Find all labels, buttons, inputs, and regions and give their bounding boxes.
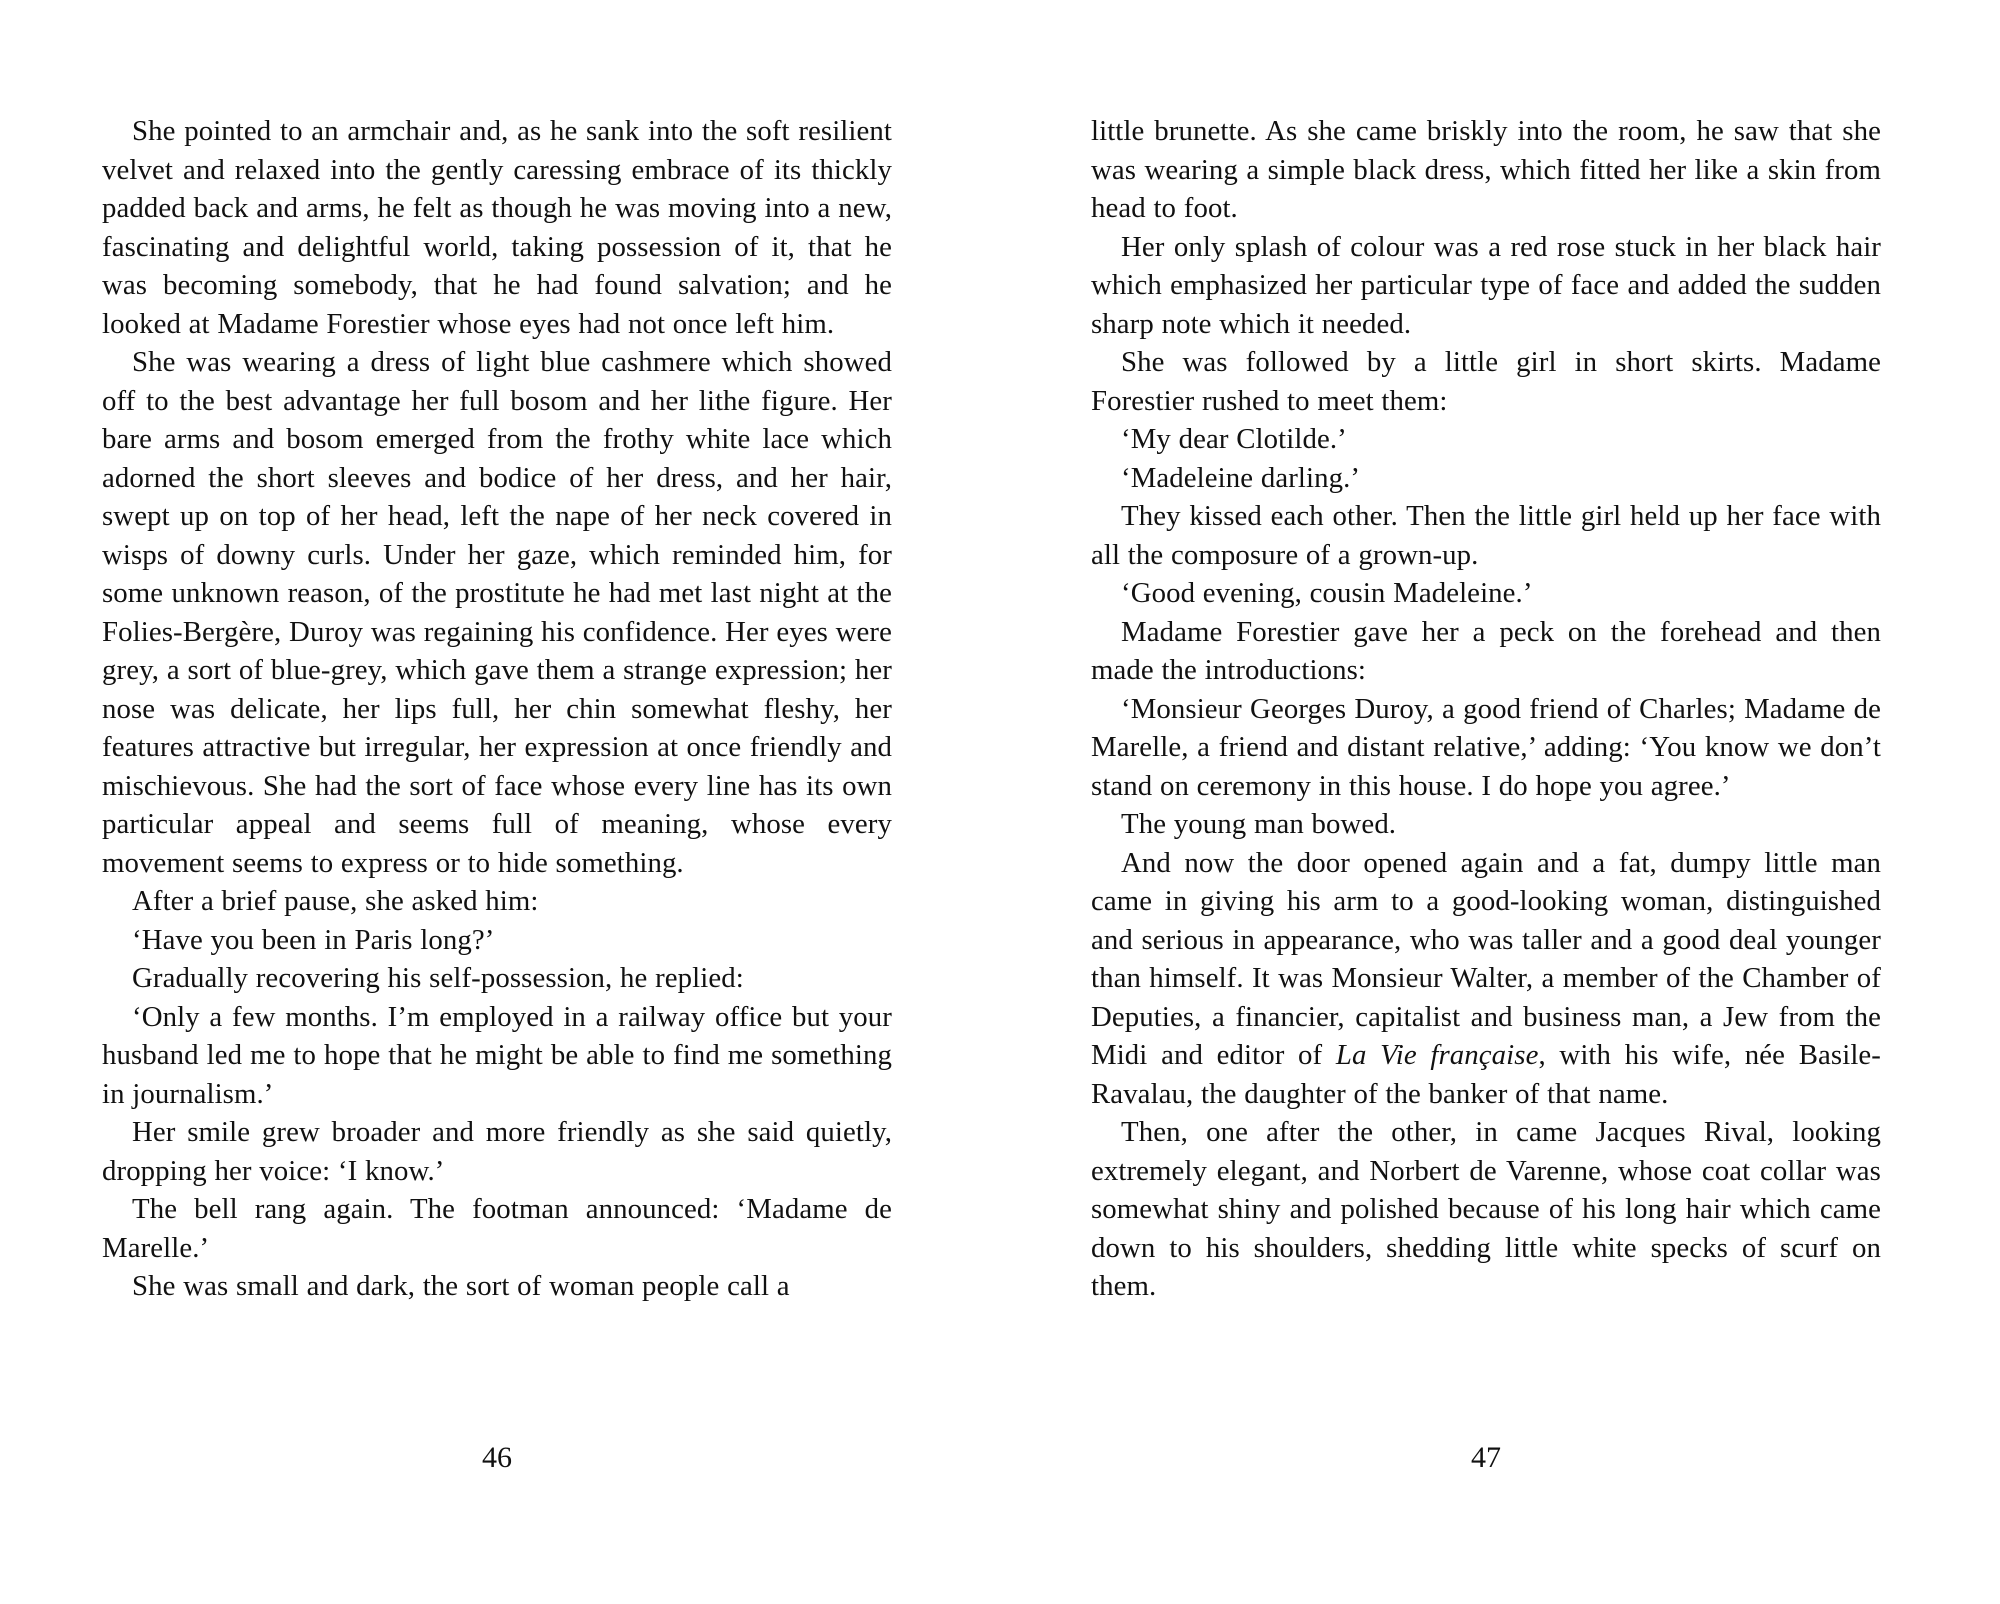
page-number-right: 47 <box>1471 1441 1501 1474</box>
paragraph: ‘Only a few months. I’m employed in a railway office but your husband led me to hope that he might be able to find me something in journalism.’ <box>102 1000 892 1110</box>
paragraph: Her smile grew broader and more friendly as she said quietly, dropping her voice: ‘I know.’ <box>102 1116 892 1187</box>
paragraph: ‘My dear Clotilde.’ <box>1121 423 1347 455</box>
text-run: , with his wife, née Basile-Ravalau, the daughter of the banker of that name. <box>1091 1039 1881 1110</box>
paragraph: ‘Good evening, cousin Madeleine.’ <box>1121 577 1533 609</box>
paragraph: They kissed each other. Then the little girl held up her face with all the composure of a grown-up. <box>1091 500 1881 571</box>
page-number-left: 46 <box>482 1441 512 1474</box>
paragraph: ‘Have you been in Paris long?’ <box>132 923 495 956</box>
paragraph: Madame Forestier gave her a peck on the forehead and then made the introductions: <box>1091 615 1881 686</box>
paragraph: ‘Madeleine darling.’ <box>1121 461 1361 494</box>
paragraph: She was followed by a little girl in short skirts. Madame Forestier rushed to meet them: <box>1091 346 1881 417</box>
continued-paragraph: little brunette. As she came briskly into the room, he saw that she was wearing a simple black dress, which fitted her like a skin from head to foot. <box>1091 115 1881 224</box>
paragraph: Then, one after the other, in came Jacques Rival, looking extremely elegant, and Norbert de Varenne, whose coat collar was somewhat shiny and polished because of his long hair which came down to his shoulders, shedding little white specks of scurf on them. <box>1091 1116 1881 1302</box>
paragraph: She was wearing a dress of light blue cashmere which showed off to the best advantage her full bosom and her lithe figure. Her bare arms and bosom emerged from the frothy white lace which adorned the short sleeves and bodice of her dress, and her hair, swept up on top of her head, left the nape of her neck covered in wisps of downy curls. Under her gaze, which reminded him, for some unknown reason, of the prostitute he had met last night at the Folies-Bergère, Duroy was regaining his confidence. Her eyes were grey, a sort of blue-grey, which gave them a strange expression; her nose was delicate, her lips full, her chin somewhat fleshy, her features attractive but irregular, her expression at once friendly and mischievous. She had the sort of face whose every line has its own particular appeal and seems full of meaning, whose every movement seems to express or to hide something. <box>102 346 892 879</box>
paragraph: ‘Monsieur Georges Duroy, a good friend of Charles; Madame de Marelle, a friend and distant relative,’ adding: ‘You know we don’t stand on ceremony in this house. I do hope you agree.’ <box>1091 692 1881 802</box>
paragraph-walter <box>1091 844 1881 1114</box>
right-page <box>1091 112 1881 1306</box>
left-page <box>102 112 892 1306</box>
left-page-text <box>102 112 892 1306</box>
paragraph: She pointed to an armchair and, as he sank into the soft resilient velvet and relaxed into the gently caressing embrace of its thickly padded back and arms, he felt as though he was moving into a new, fascinating and delightful world, taking possession of it, that he was becoming somebody, that he had found salvation; and he looked at Madame Forestier whose eyes had not once left him. <box>102 115 892 340</box>
paragraph: Gradually recovering his self-possession, he replied: <box>132 962 744 994</box>
paragraph: Her only splash of colour was a red rose stuck in her black hair which emphasized her particular type of face and added the sudden sharp note which it needed. <box>1091 230 1881 340</box>
newspaper-title: La Vie française <box>1335 1039 1539 1071</box>
paragraph: After a brief pause, she asked him: <box>132 885 539 917</box>
paragraph: She was small and dark, the sort of woman people call a <box>132 1270 790 1302</box>
right-page-text <box>1091 112 1881 1306</box>
text-run: And now the door opened again and a fat, dumpy little man came in giving his arm to a good-looking woman, distinguished and serious in appearance, who was taller and a good deal younger than himself. It was Monsieur Walter, a member of the Chamber of Deputies, a financier, capitalist and business man, a Jew from the Midi and editor of <box>1091 846 1881 1071</box>
paragraph: The bell rang again. The footman announced: ‘Madame de Marelle.’ <box>102 1193 892 1264</box>
paragraph: The young man bowed. <box>1121 808 1397 840</box>
